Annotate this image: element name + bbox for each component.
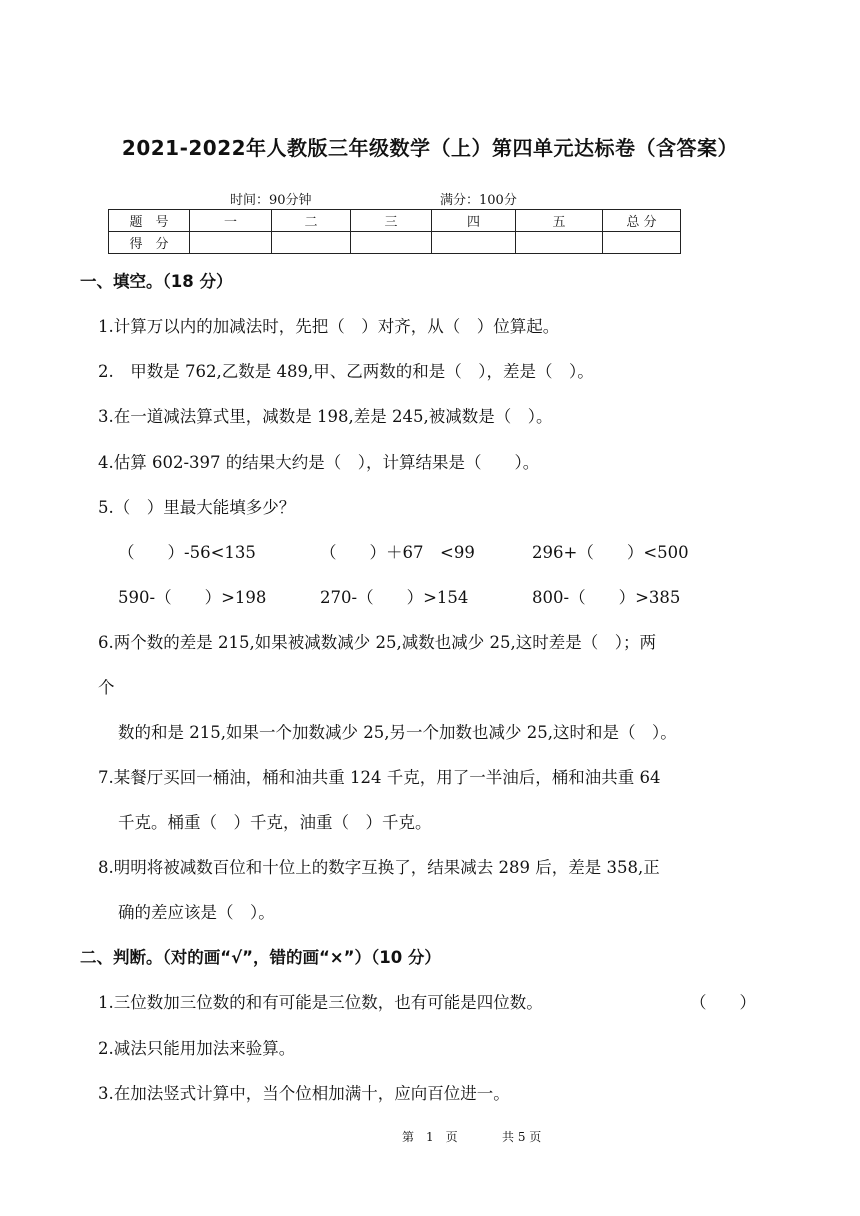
section1-heading: 一、填空。（18 分） [80,272,233,291]
q5-item: 800-（ ）>385 [532,588,681,607]
score-table-score-row [109,232,681,254]
question-line: 3.在一道减法算式里，减数是 198,差是 245,被减数是（ ）。 [98,407,553,426]
question-line: 2. 甲数是 762,乙数是 489,甲、乙两数的和是（ ），差是（ ）。 [98,362,594,381]
score-cell [516,232,603,254]
score-cell [432,232,516,254]
score-header-cell: 五 [516,210,603,232]
question-line: 4.估算 602-397 的结果大约是（ ），计算结果是（ ）。 [98,453,540,472]
judge-line: 1.三位数加三位数的和有可能是三位数，也有可能是四位数。 [98,993,543,1012]
q5-item: 296+（ ）<500 [532,543,689,562]
judge-line: 3.在加法竖式计算中，当个位相加满十，应向百位进一。 [98,1084,510,1103]
q5-item: （ ）-56<135 [118,543,256,562]
question-line: 1.计算万以内的加减法时，先把（ ）对齐，从（ ）位算起。 [98,317,560,336]
question-line: 5.（ ）里最大能填多少？ [98,498,296,517]
score-cell [190,232,272,254]
time-limit: 时间：90分钟 [230,193,312,208]
question-line: 千克。桶重（ ）千克，油重（ ）千克。 [118,813,432,832]
question-line: 确的差应该是（ ）。 [118,903,275,922]
score-header-cell: 三 [351,210,432,232]
full-score: 满分：100分 [440,193,517,208]
q5-item: 270-（ ）>154 [320,588,469,607]
score-table-header-row [109,210,681,232]
q5-item: （ ）＋67 <99 [320,543,475,562]
question-line: 8.明明将被减数百位和十位上的数字互换了，结果减去 289 后，差是 358,正 [98,858,660,877]
question-line: 个 [98,678,115,697]
page-total: 共 5 页 [502,1130,542,1144]
score-cell [603,232,681,254]
score-cell [351,232,432,254]
q5-item: 590-（ ）>198 [118,588,267,607]
page-title: 2021-2022年人教版三年级数学（上）第四单元达标卷（含答案） [121,136,739,160]
question-line: 7.某餐厅买回一桶油，桶和油共重 124 千克，用了一半油后，桶和油共重 64 [98,768,661,787]
score-header-cell: 题 号 [109,210,190,232]
score-header-cell: 总 分 [603,210,681,232]
question-line: 数的和是 215,如果一个加数减少 25,另一个加数也减少 25,这时和是（ ）。 [118,723,677,742]
score-cell [272,232,351,254]
score-header-cell: 四 [432,210,516,232]
section2-heading: 二、判断。（对的画“√”，错的画“×”）（10 分） [80,948,441,967]
score-header-cell: 一 [190,210,272,232]
score-table [108,209,681,254]
answer-paren: （ ） [690,993,756,1012]
judge-line: 2.减法只能用加法来验算。 [98,1039,296,1058]
score-header-cell: 二 [272,210,351,232]
score-row-label: 得 分 [109,232,190,254]
question-line: 6.两个数的差是 215,如果被减数减少 25,减数也减少 25,这时差是（ ）；两 [98,633,656,652]
page-number: 第 1 页 [402,1130,458,1144]
